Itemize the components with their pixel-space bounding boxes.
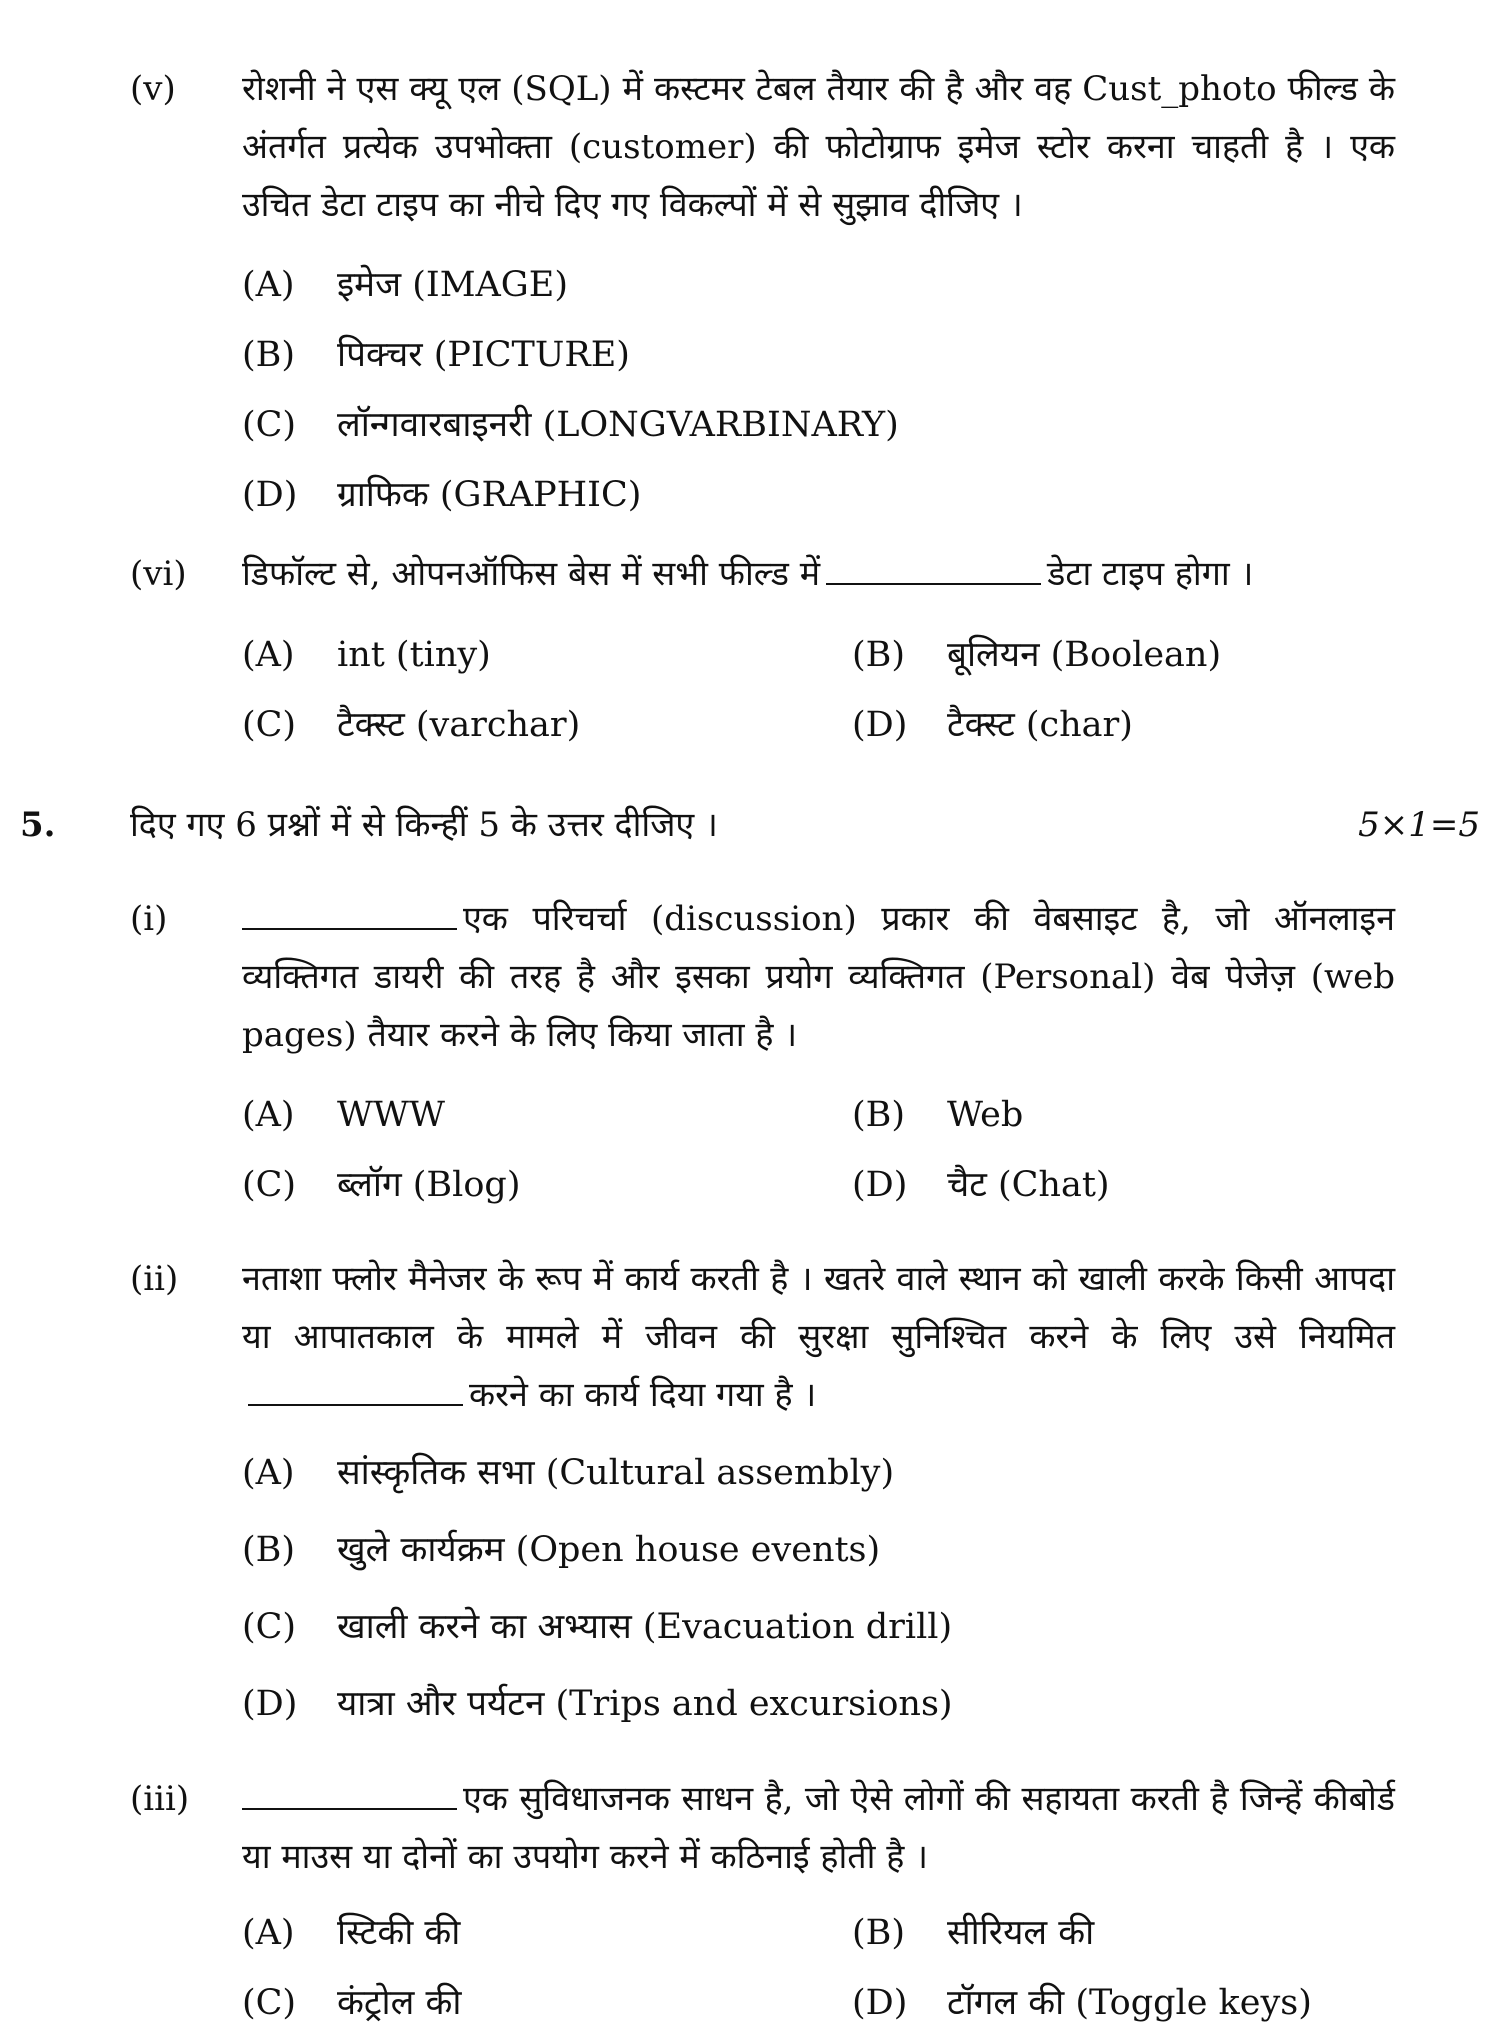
question-ii [130,1250,1395,1424]
question-iii [130,1770,1395,1886]
question-vi [130,545,1395,603]
question-text: रोशनी ने एस क्यू एल (SQL) में कस्टमर टेबल तैयार की है और वह Cust_photo फील्ड के अंतर्गत प्रत्येक उपभोक्ता (customer) की फोटोग्राफ इमेज स्टोर करना चाहती है । एक उचित डेटा टाइप का नीचे दिए गए विकल्पों में से सुझाव दीजिए । [242,69,1395,225]
question-text: नताशा फ्लोर मैनेजर के रूप में कार्य करती है । खतरे वाले स्थान को खाली करके किसी आपदा या आपातकाल के मामले में जीवन की सुरक्षा सुनिश्चित करने के लिए उसे नियमितकरने का कार्य दिया गया है । [242,1259,1395,1415]
question-number: (iii) [130,1779,190,1819]
option-d[interactable]: (D) यात्रा और पर्यटन (Trips and excursions) [242,1684,953,1724]
options-v [242,250,1392,530]
section-heading [20,795,1480,855]
answer-blank [242,1772,457,1810]
question-number: (ii) [130,1259,179,1299]
option-d[interactable]: (D) ग्राफिक (GRAPHIC) [242,475,642,515]
options-vi: (A) int (tiny) (B) बूलियन (Boolean) (C) टैक्स्ट (varchar) (D) टैक्स्ट (char) [242,635,1222,745]
options-i: (A) WWW (B) Web (C) ब्लॉग (Blog) (D) चैट (Chat) [242,1095,1110,1205]
question-text: एक सुविधाजनक साधन है, जो ऐसे लोगों की सहायता करती है जिन्हें कीबोर्ड या माउस या दोनों का उपयोग करने में कठिनाई होती है । [242,1770,1395,1886]
option-a[interactable]: (A) इमेज (IMAGE) [242,265,568,305]
question-text: एक परिचर्चा (discussion) प्रकार की वेबसाइट है, जो ऑनलाइन व्यक्तिगत डायरी की तरह है और इसका प्रयोग व्यक्तिगत (Personal) वेब पेजेज़ (web pages) तैयार करने के लिए किया जाता है । [242,890,1395,1064]
option-c[interactable]: (C) लॉन्गवारबाइनरी (LONGVARBINARY) [242,405,899,445]
section-number: 5. [20,805,56,845]
question-number: (vi) [130,554,187,594]
question-v [130,60,1395,234]
option-b[interactable]: (B) खुले कार्यक्रम (Open house events) [242,1530,881,1570]
option-a[interactable]: (A) सांस्कृतिक सभा (Cultural assembly) [242,1453,895,1493]
answer-blank [826,547,1041,585]
option-c[interactable]: (C) खाली करने का अभ्यास (Evacuation drill) [242,1607,953,1647]
answer-blank [248,1368,463,1406]
question-number: (v) [130,69,176,109]
question-text: डिफॉल्ट से, ओपनऑफिस बेस में सभी फील्ड में डेटा टाइप होगा । [242,545,1395,603]
answer-blank [242,892,457,930]
option-b[interactable]: (B) पिक्चर (PICTURE) [242,335,630,375]
options-iii: (A) स्टिकी की (B) सीरियल की (C) कंट्रोल की (D) टॉगल की (Toggle keys) [242,1913,1312,2023]
section-marks: 5×1=5 [1358,805,1480,845]
question-i [130,890,1395,1064]
options-ii [242,1435,1392,1743]
question-number: (i) [130,899,168,939]
section-instruction: दिए गए 6 प्रश्नों में से किन्हीं 5 के उत्तर दीजिए । [130,805,718,845]
